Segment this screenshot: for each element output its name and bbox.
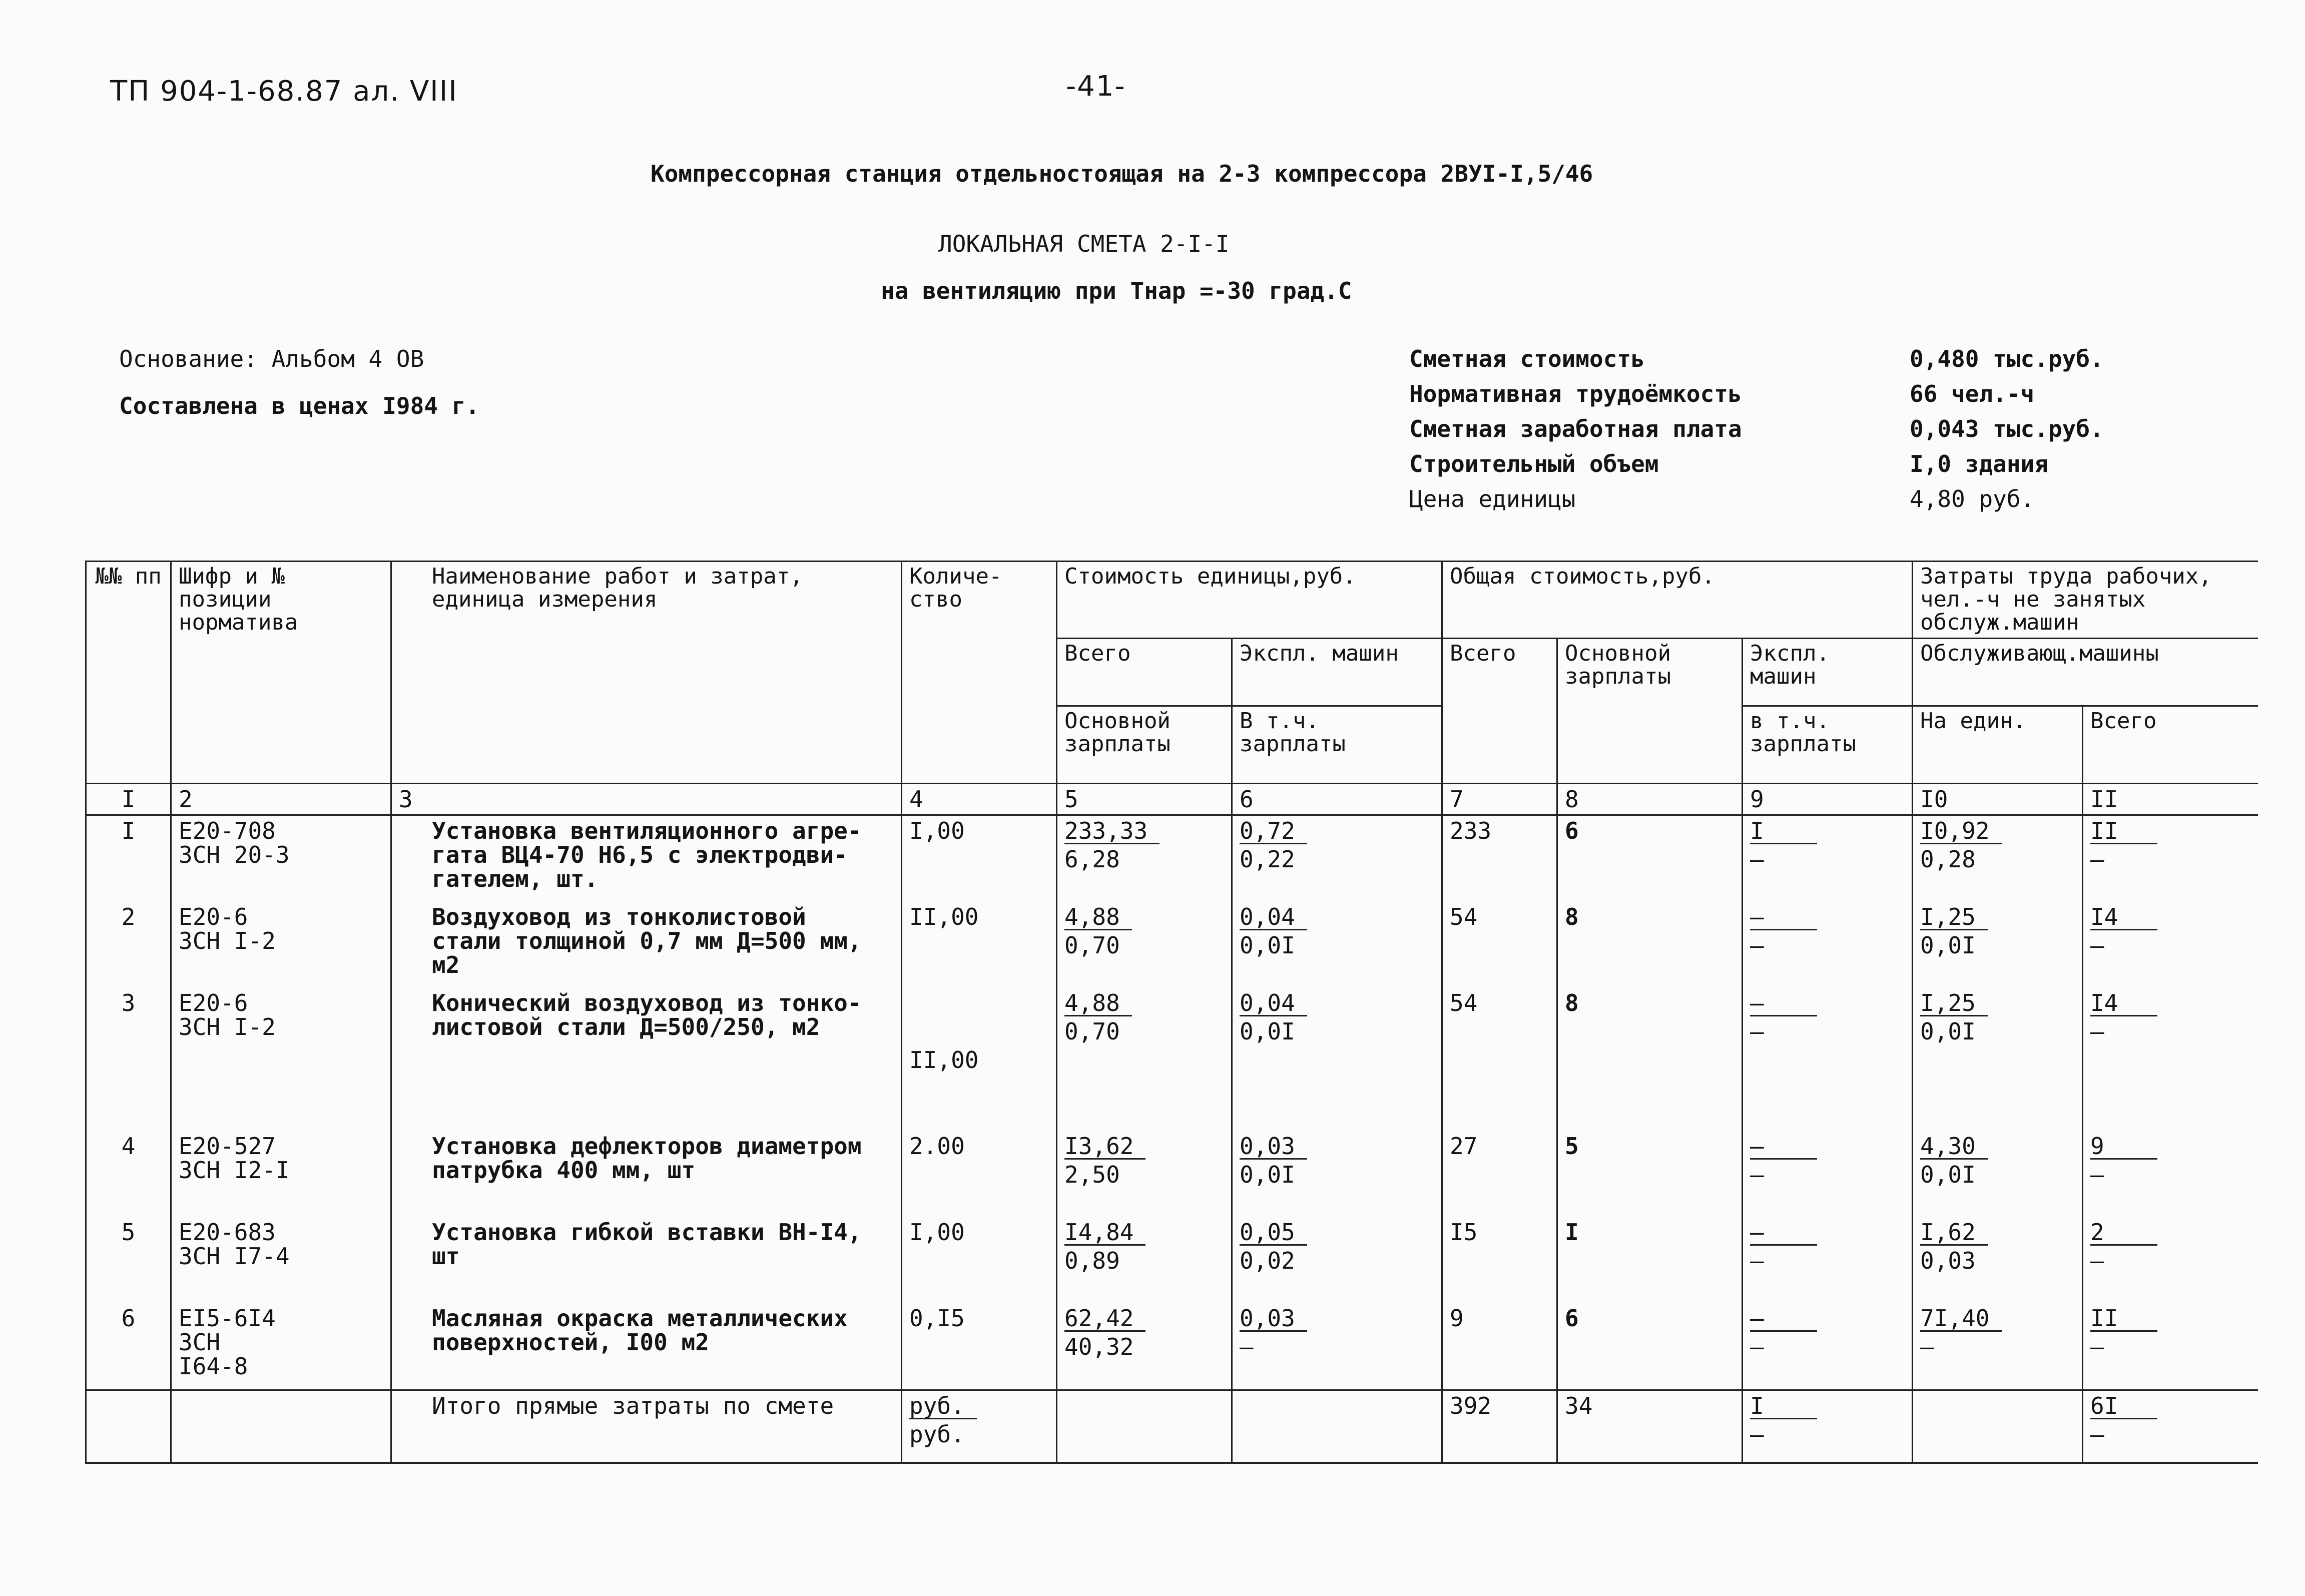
row-labor-total-bottom: – bbox=[2090, 1018, 2104, 1045]
page-number: -41- bbox=[1066, 70, 1126, 103]
row-labor-total-fraction bbox=[2090, 1134, 2251, 1187]
row-number-text: 3 bbox=[121, 989, 136, 1016]
row-total-wages bbox=[1557, 902, 1743, 988]
row-labor-per-unit-top: I,25 bbox=[1920, 905, 1988, 930]
row-total-wages-text: 8 bbox=[1565, 989, 1579, 1016]
row-work-name bbox=[391, 988, 902, 1131]
row-quantity-text: 0,I5 bbox=[909, 1304, 965, 1332]
summary-row bbox=[1409, 346, 2104, 381]
row-labor-total-top: II bbox=[2090, 819, 2157, 844]
column-number: I0 bbox=[1913, 783, 2083, 815]
row-unit-total-bottom: 0,89 bbox=[1064, 1247, 1120, 1275]
row-number bbox=[86, 1131, 171, 1217]
row-code-text: Е20-708 3СН 20-3 bbox=[179, 817, 290, 869]
total-unit-bottom: руб. bbox=[909, 1421, 965, 1448]
row-unit-total-top: 4,88 bbox=[1064, 991, 1132, 1016]
row-labor-per-unit-fraction bbox=[1920, 1306, 2075, 1359]
total-unit-top: руб. bbox=[909, 1394, 977, 1419]
row-work-name-text: Масляная окраска металлических поверхностей, I00 м2 bbox=[432, 1304, 848, 1356]
total-cost-text: 392 bbox=[1450, 1392, 1492, 1419]
table-row bbox=[86, 988, 2258, 1131]
row-unit-machines-fraction bbox=[1240, 819, 1434, 872]
summary-row bbox=[1409, 416, 2104, 451]
row-total-machines bbox=[1743, 1303, 1913, 1390]
column-number: 6 bbox=[1232, 783, 1442, 815]
summary-label: Сметная заработная плата bbox=[1409, 415, 1742, 442]
row-unit-total bbox=[1057, 1131, 1232, 1217]
row-total-cost-text: 27 bbox=[1450, 1132, 1478, 1160]
row-labor-total-fraction bbox=[2090, 991, 2251, 1044]
row-labor-per-unit-top: 4,30 bbox=[1920, 1134, 1988, 1160]
row-labor-total-top: 2 bbox=[2090, 1220, 2157, 1246]
row-number bbox=[86, 815, 171, 902]
row-total-machines bbox=[1743, 1217, 1913, 1303]
price-year-line: Составлена в ценах I984 г. bbox=[119, 392, 480, 419]
row-labor-total bbox=[2083, 1217, 2258, 1303]
table-row bbox=[86, 902, 2258, 988]
col-header-code: Шифр и № позиции норматива bbox=[171, 562, 391, 784]
total-machines-top: I bbox=[1750, 1394, 1817, 1419]
row-unit-total-fraction bbox=[1064, 1220, 1224, 1273]
row-total-cost-text: 54 bbox=[1450, 903, 1478, 930]
col-header-c9-bottom: в т.ч. зарплаты bbox=[1743, 706, 1913, 783]
row-labor-per-unit-fraction bbox=[1920, 991, 2075, 1044]
estimate-table bbox=[85, 561, 2258, 1464]
row-total-machines-bottom: – bbox=[1750, 846, 1764, 873]
row-total-wages-text: 6 bbox=[1565, 1304, 1579, 1332]
row-work-name-text: Воздуховод из тонколистовой стали толщиной 0,7 мм Д=500 мм, м2 bbox=[432, 903, 862, 979]
summary-row bbox=[1409, 451, 2104, 486]
column-number-row bbox=[86, 783, 2258, 815]
row-labor-total-bottom: – bbox=[2090, 1333, 2104, 1361]
row-code-text: Е20-6 3СН I-2 bbox=[179, 903, 276, 955]
row-labor-per-unit-bottom: 0,0I bbox=[1920, 1018, 1976, 1045]
column-number: 5 bbox=[1057, 783, 1232, 815]
row-labor-total-top: I4 bbox=[2090, 991, 2157, 1016]
row-unit-total-fraction bbox=[1064, 991, 1224, 1044]
row-unit-machines-top: 0,03 bbox=[1240, 1306, 1307, 1332]
col-header-labor: Затраты труда рабочих, чел.-ч не занятых обслуж.машин bbox=[1913, 562, 2258, 639]
row-total-cost bbox=[1442, 902, 1557, 988]
row-total-cost bbox=[1442, 815, 1557, 902]
row-labor-per-unit-top: I0,92 bbox=[1920, 819, 2001, 844]
row-total-wages bbox=[1557, 1303, 1743, 1390]
table-row bbox=[86, 1217, 2258, 1303]
col-header-qty: Количе- ство bbox=[902, 562, 1057, 784]
total-empty-cell bbox=[86, 1390, 171, 1463]
row-unit-machines-bottom: 0,0I bbox=[1240, 1161, 1295, 1189]
row-number-text: 5 bbox=[121, 1218, 136, 1246]
row-labor-per-unit-bottom: 0,0I bbox=[1920, 932, 1976, 959]
row-code bbox=[171, 902, 391, 988]
row-work-name bbox=[391, 1131, 902, 1217]
col-header-c10: На един. bbox=[1913, 706, 2083, 783]
row-labor-per-unit-bottom: 0,03 bbox=[1920, 1247, 1976, 1275]
col-header-c6-bottom: В т.ч. зарплаты bbox=[1232, 706, 1442, 783]
total-labor-fraction bbox=[2090, 1394, 2251, 1447]
summary-row bbox=[1409, 486, 2104, 521]
row-total-machines-bottom: – bbox=[1750, 1333, 1764, 1361]
estimate-name: ЛОКАЛЬНАЯ СМЕТА 2-I-I bbox=[938, 230, 1230, 257]
row-labor-total-bottom: – bbox=[2090, 846, 2104, 873]
row-unit-total-top: 4,88 bbox=[1064, 905, 1132, 930]
summary-value: 0,043 тыс.руб. bbox=[1910, 415, 2104, 442]
row-total-wages-text: I bbox=[1565, 1218, 1579, 1246]
summary-value: 4,80 руб. bbox=[1910, 485, 2035, 512]
row-unit-machines-bottom: 0,0I bbox=[1240, 932, 1295, 959]
col-header-c5-bottom: Основной зарплаты bbox=[1057, 706, 1232, 783]
column-number: 8 bbox=[1557, 783, 1743, 815]
col-header-service: Обслуживающ.машины bbox=[1913, 638, 2258, 706]
row-unit-total-bottom: 0,70 bbox=[1064, 932, 1120, 959]
row-total-machines-fraction bbox=[1750, 991, 1905, 1044]
row-work-name-text: Установка дефлекторов диаметром патрубка 400 мм, шт bbox=[432, 1132, 862, 1184]
row-total-machines-top: I bbox=[1750, 819, 1817, 844]
row-unit-total-bottom: 40,32 bbox=[1064, 1333, 1134, 1361]
row-unit-total bbox=[1057, 902, 1232, 988]
row-total-cost-text: I5 bbox=[1450, 1218, 1478, 1246]
table-row bbox=[86, 1303, 2258, 1390]
summary-value: 0,480 тыс.руб. bbox=[1910, 345, 2104, 372]
total-cost bbox=[1442, 1390, 1557, 1463]
row-total-machines-top: – bbox=[1750, 905, 1817, 930]
row-number-text: 2 bbox=[121, 903, 136, 930]
row-unit-total bbox=[1057, 988, 1232, 1131]
row-labor-total-bottom: – bbox=[2090, 1247, 2104, 1275]
row-total-machines bbox=[1743, 1131, 1913, 1217]
col-header-c6-top: Экспл. машин bbox=[1232, 638, 1442, 706]
column-number: I bbox=[86, 783, 171, 815]
row-quantity bbox=[902, 1217, 1057, 1303]
row-total-machines-top: – bbox=[1750, 991, 1817, 1016]
total-machines-bottom: – bbox=[1750, 1421, 1764, 1448]
row-total-cost bbox=[1442, 988, 1557, 1131]
col-header-c5-top: Всего bbox=[1057, 638, 1232, 706]
row-total-machines-bottom: – bbox=[1750, 1018, 1764, 1045]
document-title: Компрессорная станция отдельностоящая на 2-3 компрессора 2ВУI-I,5/46 bbox=[651, 160, 1593, 187]
row-work-name bbox=[391, 1303, 902, 1390]
row-quantity-text: I,00 bbox=[909, 1218, 965, 1246]
row-unit-total bbox=[1057, 815, 1232, 902]
row-unit-machines bbox=[1232, 902, 1442, 988]
row-code-text: ЕI5-6I4 3СН I64-8 bbox=[179, 1304, 276, 1380]
col-header-c11: Всего bbox=[2083, 706, 2258, 783]
summary-label: Сметная стоимость bbox=[1409, 345, 1645, 372]
row-total-wages-text: 6 bbox=[1565, 817, 1579, 844]
row-unit-machines-bottom: 0,02 bbox=[1240, 1247, 1295, 1275]
row-unit-machines bbox=[1232, 1131, 1442, 1217]
row-unit-machines-top: 0,72 bbox=[1240, 819, 1307, 844]
row-code-text: Е20-527 3СН I2-I bbox=[179, 1132, 290, 1184]
row-labor-per-unit-fraction bbox=[1920, 905, 2075, 958]
row-total-cost bbox=[1442, 1303, 1557, 1390]
row-number bbox=[86, 1303, 171, 1390]
row-unit-machines-fraction bbox=[1240, 905, 1434, 958]
row-unit-total-fraction bbox=[1064, 905, 1224, 958]
summary-row bbox=[1409, 381, 2104, 416]
row-work-name-text: Конический воздуховод из тонко- листовой стали Д=500/250, м2 bbox=[432, 989, 862, 1041]
row-total-machines-bottom: – bbox=[1750, 932, 1764, 959]
row-total-wages-text: 5 bbox=[1565, 1132, 1579, 1160]
row-code bbox=[171, 988, 391, 1131]
row-labor-total-top: II bbox=[2090, 1306, 2157, 1332]
row-total-machines-top: – bbox=[1750, 1220, 1817, 1246]
row-total-machines-top: – bbox=[1750, 1306, 1817, 1332]
row-labor-total bbox=[2083, 1303, 2258, 1390]
row-unit-machines-fraction bbox=[1240, 1220, 1434, 1273]
row-total-machines bbox=[1743, 815, 1913, 902]
row-unit-machines-fraction bbox=[1240, 1306, 1434, 1359]
row-total-machines bbox=[1743, 902, 1913, 988]
total-empty-cell bbox=[1232, 1390, 1442, 1463]
table-row bbox=[86, 1131, 2258, 1217]
row-total-cost-text: 233 bbox=[1450, 817, 1492, 844]
row-code bbox=[171, 1303, 391, 1390]
row-total-machines-fraction bbox=[1750, 1220, 1905, 1273]
row-labor-per-unit bbox=[1913, 815, 2083, 902]
row-quantity-text: 2.00 bbox=[909, 1132, 965, 1160]
row-labor-per-unit bbox=[1913, 988, 2083, 1131]
column-number: II bbox=[2083, 783, 2258, 815]
row-labor-total bbox=[2083, 1131, 2258, 1217]
row-code bbox=[171, 815, 391, 902]
row-labor-per-unit-bottom: 0,28 bbox=[1920, 846, 1976, 873]
total-label-text: Итого прямые затраты по смете bbox=[432, 1392, 834, 1419]
row-unit-total-top: I3,62 bbox=[1064, 1134, 1145, 1160]
total-unit bbox=[902, 1390, 1057, 1463]
row-unit-machines-top: 0,03 bbox=[1240, 1134, 1307, 1160]
row-unit-machines-top: 0,05 bbox=[1240, 1220, 1307, 1246]
row-labor-per-unit bbox=[1913, 1131, 2083, 1217]
basis-line: Основание: Альбом 4 ОВ bbox=[119, 345, 424, 372]
row-labor-per-unit-fraction bbox=[1920, 1134, 2075, 1187]
row-labor-total-fraction bbox=[2090, 905, 2251, 958]
row-unit-machines bbox=[1232, 1303, 1442, 1390]
total-label bbox=[391, 1390, 902, 1463]
row-total-machines-fraction bbox=[1750, 819, 1905, 872]
total-labor-top: 6I bbox=[2090, 1394, 2157, 1419]
row-total-cost bbox=[1442, 1217, 1557, 1303]
summary-block bbox=[1409, 346, 2104, 521]
row-unit-total-fraction bbox=[1064, 1306, 1224, 1359]
row-total-cost-text: 9 bbox=[1450, 1304, 1464, 1332]
row-unit-machines bbox=[1232, 1217, 1442, 1303]
row-quantity-text: II,00 bbox=[909, 1046, 979, 1074]
row-total-wages bbox=[1557, 1217, 1743, 1303]
row-code-text: Е20-6 3СН I-2 bbox=[179, 989, 276, 1041]
row-code bbox=[171, 1217, 391, 1303]
row-labor-per-unit bbox=[1913, 1303, 2083, 1390]
row-labor-total bbox=[2083, 988, 2258, 1131]
summary-value: I,0 здания bbox=[1910, 450, 2048, 477]
row-labor-total-fraction bbox=[2090, 1306, 2251, 1359]
row-unit-total-bottom: 0,70 bbox=[1064, 1018, 1120, 1045]
row-unit-machines-bottom: – bbox=[1240, 1333, 1254, 1361]
column-number: 3 bbox=[391, 783, 902, 815]
row-number-text: 4 bbox=[121, 1132, 136, 1160]
column-number: 9 bbox=[1743, 783, 1913, 815]
row-total-wages-text: 8 bbox=[1565, 903, 1579, 930]
total-empty-cell bbox=[1057, 1390, 1232, 1463]
column-number: 4 bbox=[902, 783, 1057, 815]
row-total-machines bbox=[1743, 988, 1913, 1131]
row-work-name-text: Установка вентиляционного агре- гата ВЦ4-70 Н6,5 с электродви- гателем, шт. bbox=[432, 817, 862, 893]
row-unit-machines bbox=[1232, 988, 1442, 1131]
row-total-wages bbox=[1557, 1131, 1743, 1217]
row-unit-total-fraction bbox=[1064, 819, 1224, 872]
col-header-c9-top: Экспл. машин bbox=[1743, 638, 1913, 706]
row-code-text: Е20-683 3СН I7-4 bbox=[179, 1218, 290, 1270]
col-header-name: Наименование работ и затрат, единица измерения bbox=[391, 562, 902, 784]
row-unit-total-bottom: 6,28 bbox=[1064, 846, 1120, 873]
row-unit-machines-top: 0,04 bbox=[1240, 991, 1307, 1016]
row-unit-machines-fraction bbox=[1240, 991, 1434, 1044]
col-header-total-cost: Общая стоимость,руб. bbox=[1442, 562, 1913, 639]
row-labor-total-fraction bbox=[2090, 1220, 2251, 1273]
total-empty-cell bbox=[1913, 1390, 2083, 1463]
row-number bbox=[86, 988, 171, 1131]
total-machines-fraction bbox=[1750, 1394, 1905, 1447]
total-machines bbox=[1743, 1390, 1913, 1463]
row-unit-machines bbox=[1232, 815, 1442, 902]
col-header-number: №№ пп bbox=[86, 562, 171, 784]
column-number: 7 bbox=[1442, 783, 1557, 815]
row-total-cost bbox=[1442, 1131, 1557, 1217]
row-unit-machines-top: 0,04 bbox=[1240, 905, 1307, 930]
summary-value: 66 чел.-ч bbox=[1910, 380, 2035, 407]
total-wages bbox=[1557, 1390, 1743, 1463]
row-unit-total-top: I4,84 bbox=[1064, 1220, 1145, 1246]
row-unit-total-top: 233,33 bbox=[1064, 819, 1160, 844]
row-labor-per-unit-fraction bbox=[1920, 819, 2075, 872]
column-number: 2 bbox=[171, 783, 391, 815]
col-header-unit-cost: Стоимость единицы,руб. bbox=[1057, 562, 1442, 639]
row-unit-machines-bottom: 0,0I bbox=[1240, 1018, 1295, 1045]
row-number-text: I bbox=[121, 817, 136, 844]
row-work-name bbox=[391, 815, 902, 902]
col-header-c7: Всего bbox=[1442, 638, 1557, 783]
row-unit-total-top: 62,42 bbox=[1064, 1306, 1145, 1332]
row-total-machines-fraction bbox=[1750, 1134, 1905, 1187]
row-quantity-text: I,00 bbox=[909, 817, 965, 844]
row-unit-machines-fraction bbox=[1240, 1134, 1434, 1187]
summary-label: Цена единицы bbox=[1409, 485, 1576, 512]
row-labor-per-unit-top: I,62 bbox=[1920, 1220, 1988, 1246]
row-labor-total-top: I4 bbox=[2090, 905, 2157, 930]
col-header-c8: Основной зарплаты bbox=[1557, 638, 1743, 783]
row-labor-total-top: 9 bbox=[2090, 1134, 2157, 1160]
row-unit-total bbox=[1057, 1217, 1232, 1303]
row-total-machines-bottom: – bbox=[1750, 1247, 1764, 1275]
summary-label: Строительный объем bbox=[1409, 450, 1659, 477]
row-code bbox=[171, 1131, 391, 1217]
row-unit-total-fraction bbox=[1064, 1134, 1224, 1187]
row-labor-total-bottom: – bbox=[2090, 932, 2104, 959]
row-labor-per-unit bbox=[1913, 1217, 2083, 1303]
row-unit-machines-bottom: 0,22 bbox=[1240, 846, 1295, 873]
row-total-wages bbox=[1557, 988, 1743, 1131]
row-labor-per-unit-top: 7I,40 bbox=[1920, 1306, 2001, 1332]
row-total-machines-top: – bbox=[1750, 1134, 1817, 1160]
row-quantity bbox=[902, 902, 1057, 988]
row-total-cost-text: 54 bbox=[1450, 989, 1478, 1016]
row-work-name bbox=[391, 1217, 902, 1303]
total-wages-text: 34 bbox=[1565, 1392, 1593, 1419]
total-labor-bottom: – bbox=[2090, 1421, 2104, 1448]
row-labor-per-unit-top: I,25 bbox=[1920, 991, 1988, 1016]
row-number bbox=[86, 1217, 171, 1303]
row-labor-total-bottom: – bbox=[2090, 1161, 2104, 1189]
row-work-name bbox=[391, 902, 902, 988]
row-labor-total-fraction bbox=[2090, 819, 2251, 872]
row-unit-total-bottom: 2,50 bbox=[1064, 1161, 1120, 1189]
estimate-subject: на вентиляцию при Тнар =-30 град.С bbox=[881, 277, 1352, 304]
row-quantity bbox=[902, 815, 1057, 902]
row-labor-total bbox=[2083, 815, 2258, 902]
row-labor-per-unit-fraction bbox=[1920, 1220, 2075, 1273]
document-code: ТП 904-1-68.87 ал. VIII bbox=[110, 75, 458, 108]
row-work-name-text: Установка гибкой вставки ВН-I4, шт bbox=[432, 1218, 862, 1270]
row-quantity bbox=[902, 1303, 1057, 1390]
summary-label: Нормативная трудоёмкость bbox=[1409, 380, 1742, 407]
total-unit-fraction bbox=[909, 1394, 1049, 1447]
row-quantity-text: II,00 bbox=[909, 903, 979, 930]
table-row bbox=[86, 815, 2258, 902]
row-labor-per-unit bbox=[1913, 902, 2083, 988]
row-total-machines-bottom: – bbox=[1750, 1161, 1764, 1189]
row-number bbox=[86, 902, 171, 988]
row-labor-per-unit-bottom: 0,0I bbox=[1920, 1161, 1976, 1189]
row-total-wages bbox=[1557, 815, 1743, 902]
row-quantity bbox=[902, 988, 1057, 1131]
row-number-text: 6 bbox=[121, 1304, 136, 1332]
row-labor-total bbox=[2083, 902, 2258, 988]
row-total-machines-fraction bbox=[1750, 1306, 1905, 1359]
row-unit-total bbox=[1057, 1303, 1232, 1390]
row-total-machines-fraction bbox=[1750, 905, 1905, 958]
total-labor bbox=[2083, 1390, 2258, 1463]
total-empty-cell bbox=[171, 1390, 391, 1463]
row-quantity bbox=[902, 1131, 1057, 1217]
total-row bbox=[86, 1390, 2258, 1463]
row-labor-per-unit-bottom: – bbox=[1920, 1333, 1934, 1361]
